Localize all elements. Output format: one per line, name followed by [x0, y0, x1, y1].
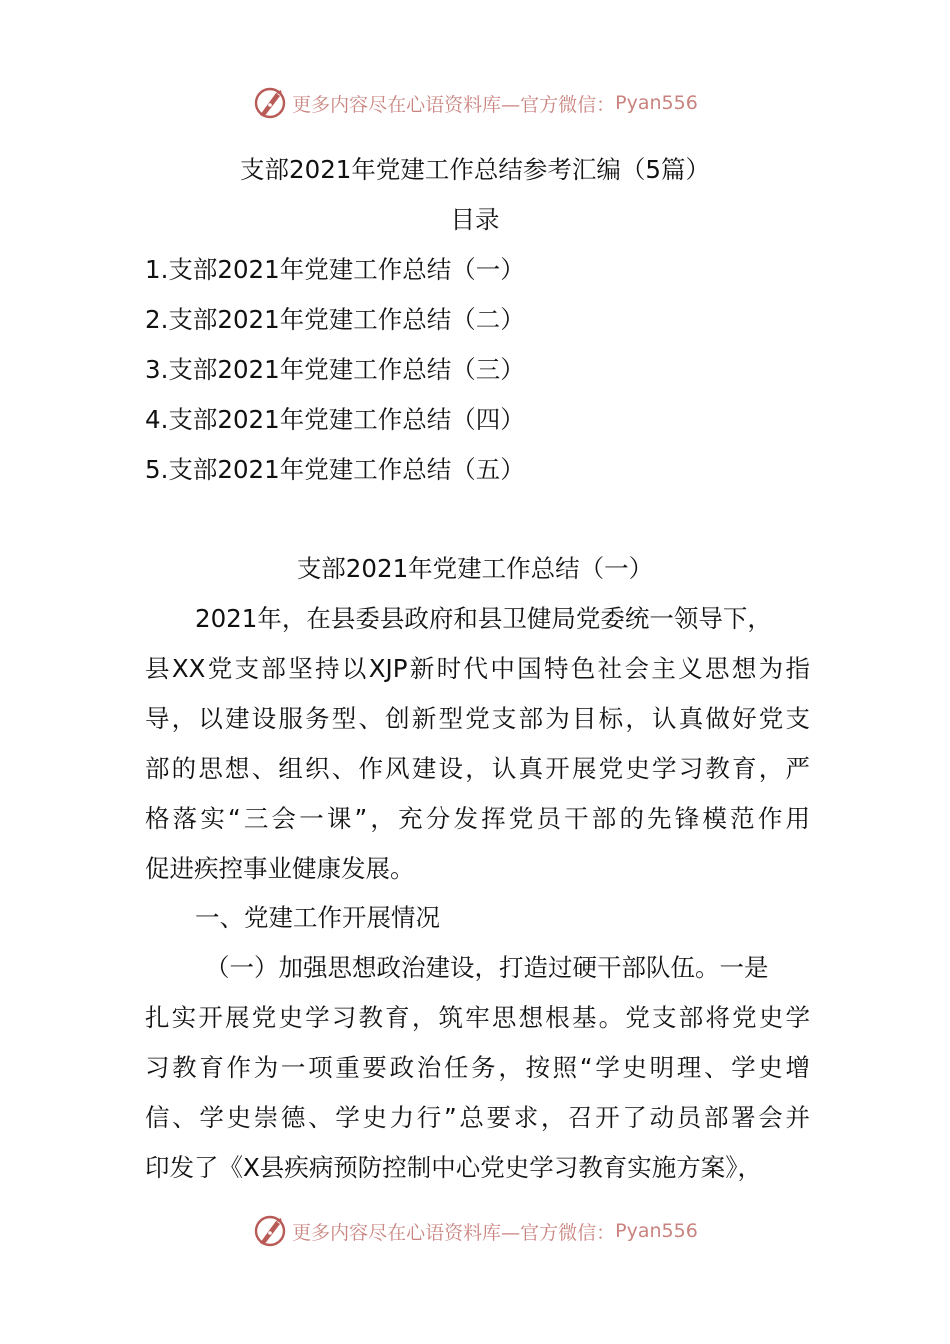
watermark-footer — [0, 1211, 950, 1251]
document-title: 支部2021年党建工作总结参考汇编（5篇） — [240, 155, 710, 184]
paragraph-line: 信、学史崇德、学史力行”总要求，召开了动员部署会并 — [145, 1103, 810, 1132]
toc-heading: 目录 — [450, 205, 500, 234]
toc-item: 5.支部2021年党建工作总结（五） — [145, 455, 525, 484]
watermark-text: 更多内容尽在心语资料库—官方微信： — [292, 93, 616, 116]
paragraph-line: 促进疾控事业健康发展。 — [145, 854, 415, 883]
paragraph-line: （一）加强思想政治建设，打造过硬干部队伍。一是 — [205, 953, 769, 982]
paragraph-line: 印发了《X县疾病预防控制中心党史学习教育实施方案》， — [145, 1153, 763, 1182]
section-heading: 一、党建工作开展情况 — [195, 903, 440, 932]
toc-item: 3.支部2021年党建工作总结（三） — [145, 355, 525, 384]
watermark-text: 更多内容尽在心语资料库—官方微信： — [292, 1221, 616, 1244]
paragraph-line: 部的思想、组织、作风建设，认真开展党史学习教育，严 — [145, 754, 810, 783]
section-title: 支部2021年党建工作总结（一） — [296, 554, 654, 583]
toc-item: 1.支部2021年党建工作总结（一） — [145, 255, 525, 284]
paragraph-line: 2021年，在县委县政府和县卫健局党委统一领导下， — [195, 604, 772, 633]
watermark-header — [0, 83, 950, 123]
pen-nib-circle-icon — [252, 1213, 288, 1249]
watermark-wechat: Pyan556 — [615, 1220, 698, 1242]
paragraph-line: 导，以建设服务型、创新型党支部为目标，认真做好党支 — [145, 704, 810, 733]
toc-item: 4.支部2021年党建工作总结（四） — [145, 405, 525, 434]
paragraph-line: 格落实“三会一课”，充分发挥党员干部的先锋模范作用 — [145, 804, 810, 833]
paragraph-line: 县XX党支部坚持以XJP新时代中国特色社会主义思想为指 — [145, 654, 810, 683]
paragraph-line: 习教育作为一项重要政治任务，按照“学史明理、学史增 — [145, 1053, 810, 1082]
watermark-wechat: Pyan556 — [615, 92, 698, 114]
toc-item: 2.支部2021年党建工作总结（二） — [145, 305, 525, 334]
pen-nib-circle-icon — [252, 85, 288, 121]
paragraph-line: 扎实开展党史学习教育，筑牢思想根基。党支部将党史学 — [145, 1003, 810, 1032]
